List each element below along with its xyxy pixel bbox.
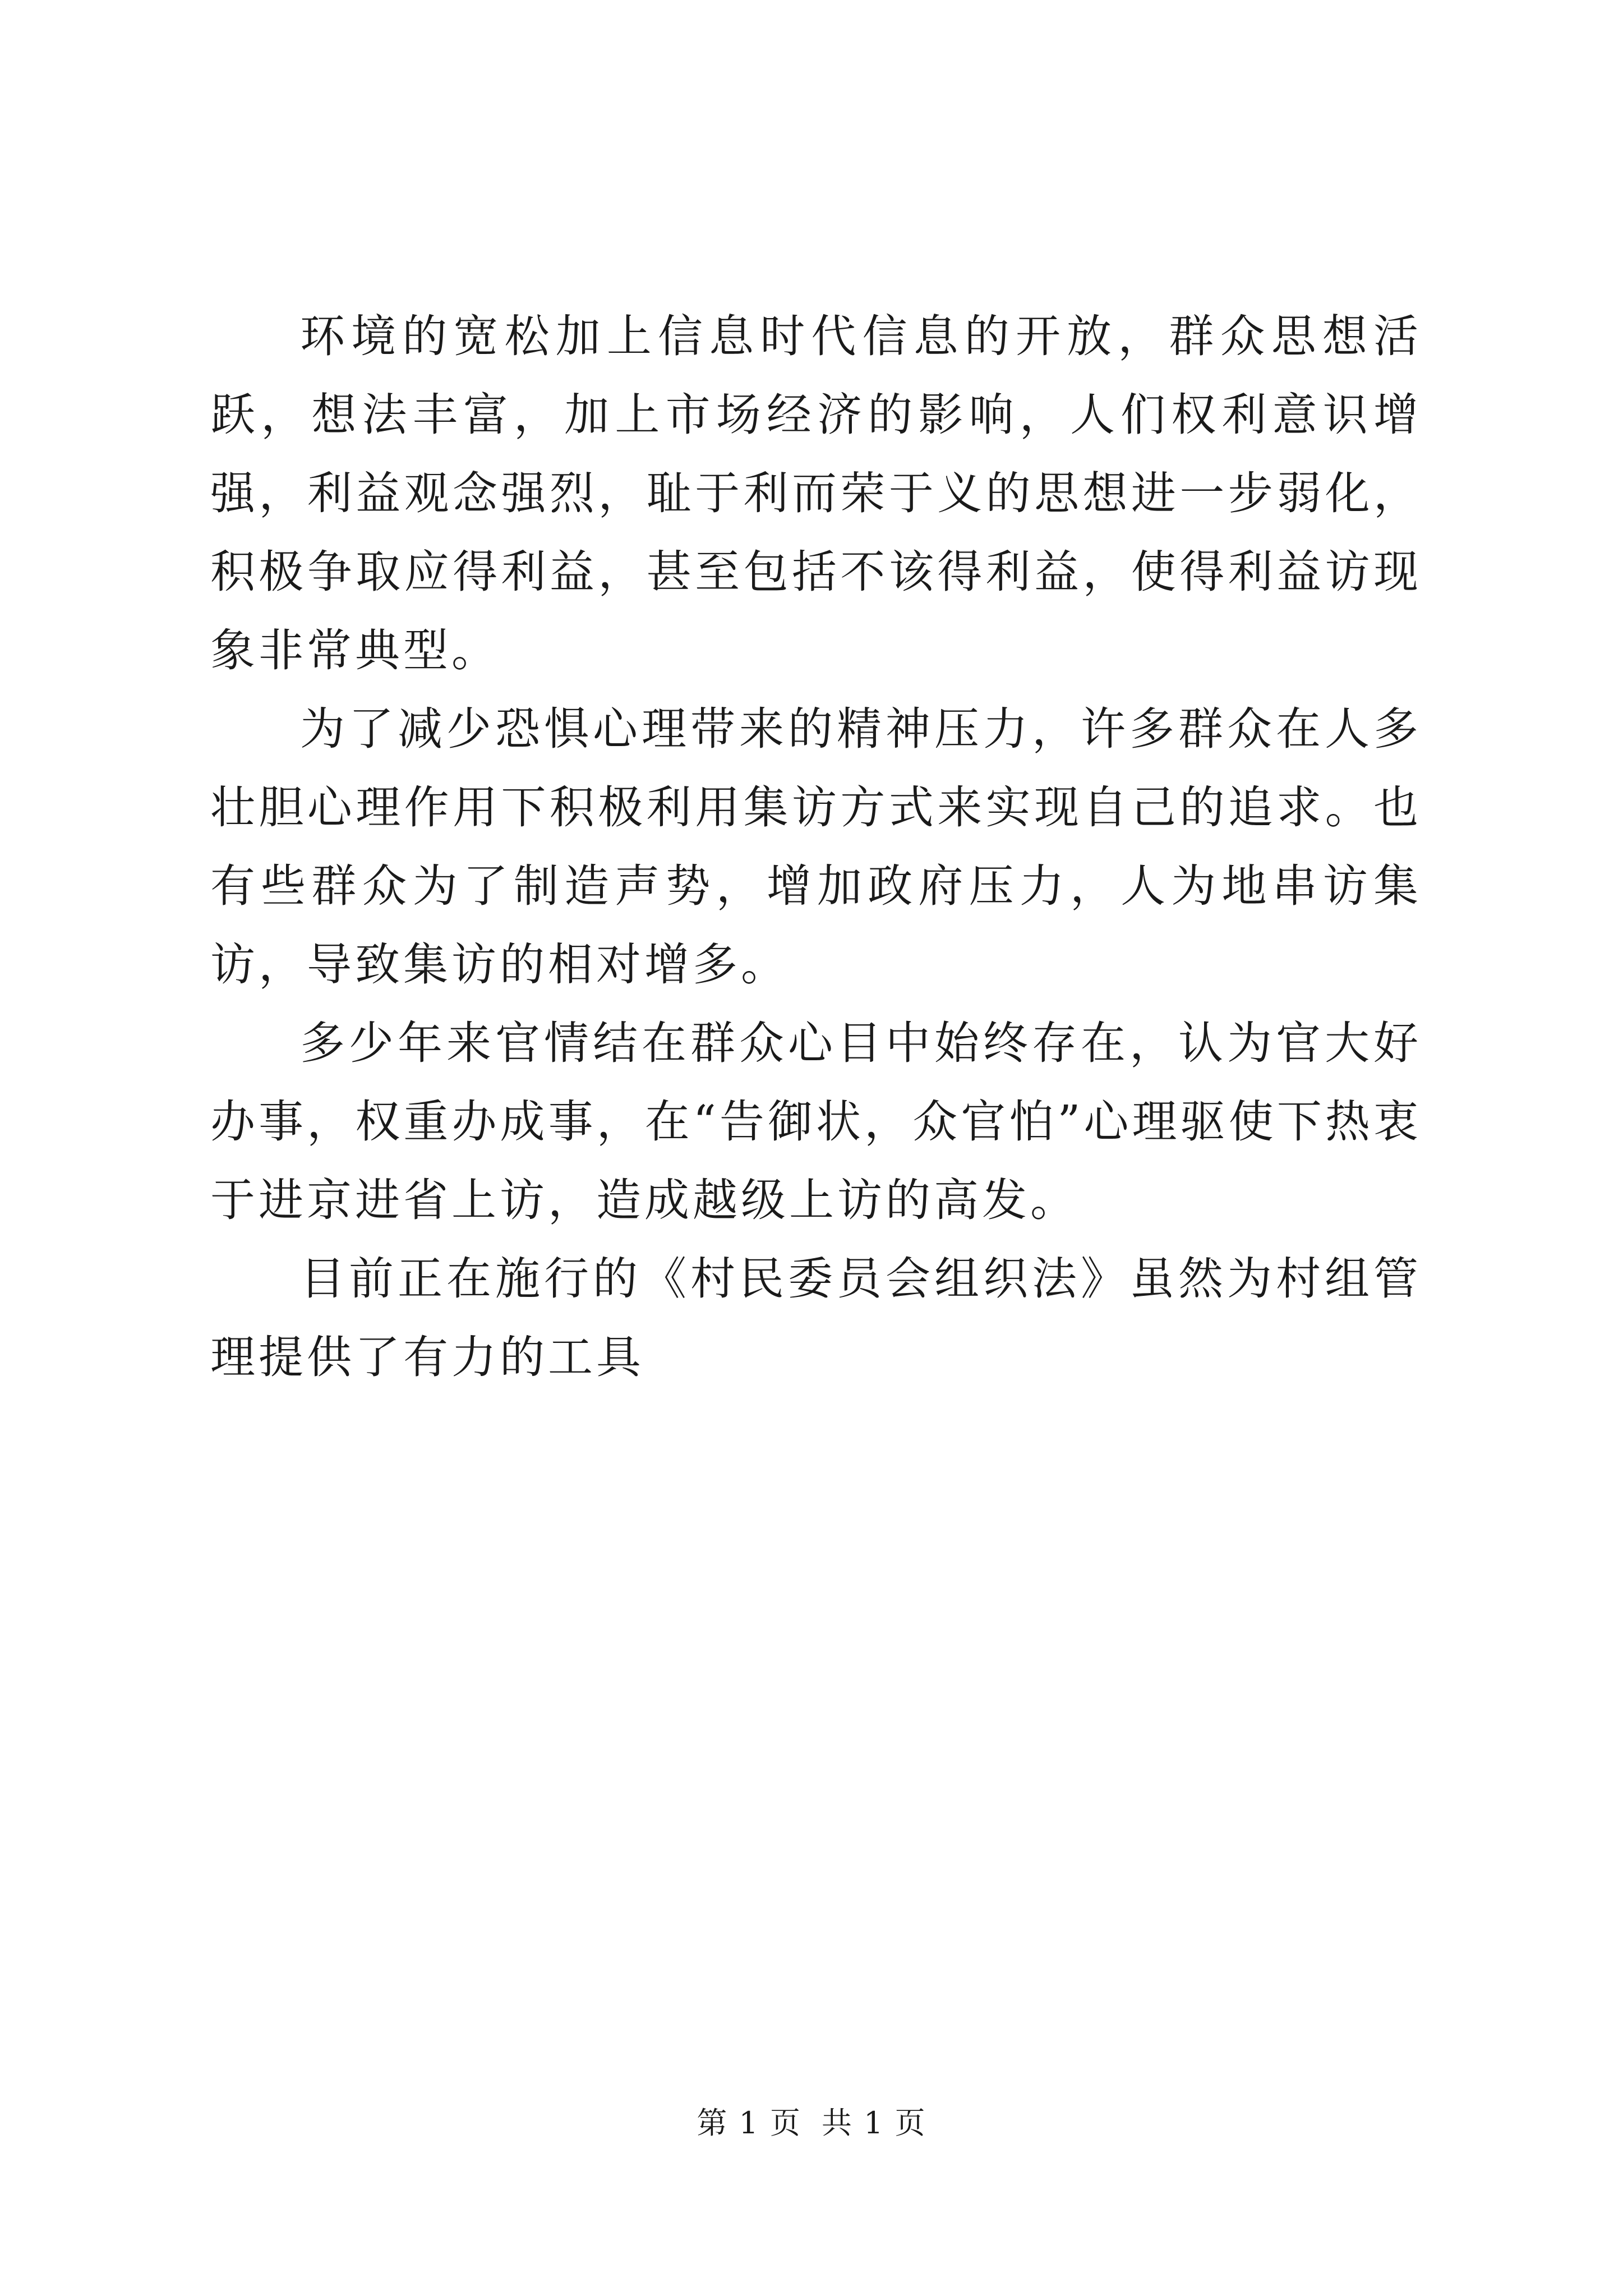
page-total: 共 1 页 (822, 2105, 926, 2141)
paragraph: 为了减少恐惧心理带来的精神压力，许多群众在人多壮胆心理作用下积极利用集访方式来实现自己的追求。也有些群众为了制造声势，增加政府压力，人为地串访集访，导致集访的相对增多。 (210, 703, 1422, 991)
document-body (210, 297, 1422, 1397)
page-number: 第 1 页 (697, 2105, 801, 2141)
paragraph: 多少年来官情结在群众心目中始终存在，认为官大好办事，权重办成事，在“告御状，众官怕”心理驱使下热衷于进京进省上访，造成越级上访的高发。 (210, 1017, 1422, 1226)
paragraph: 目前正在施行的《村民委员会组织法》虽然为村组管理提供了有力的工具 (210, 1253, 1422, 1383)
page-footer (0, 2101, 1623, 2146)
paragraph: 环境的宽松加上信息时代信息的开放，群众思想活跃，想法丰富，加上市场经济的影响，人们权利意识增强，利益观念强烈，耻于利而荣于义的思想进一步弱化，积极争取应得利益，甚至包括不该得利益，使得利益访现象非常典型。 (210, 310, 1422, 677)
